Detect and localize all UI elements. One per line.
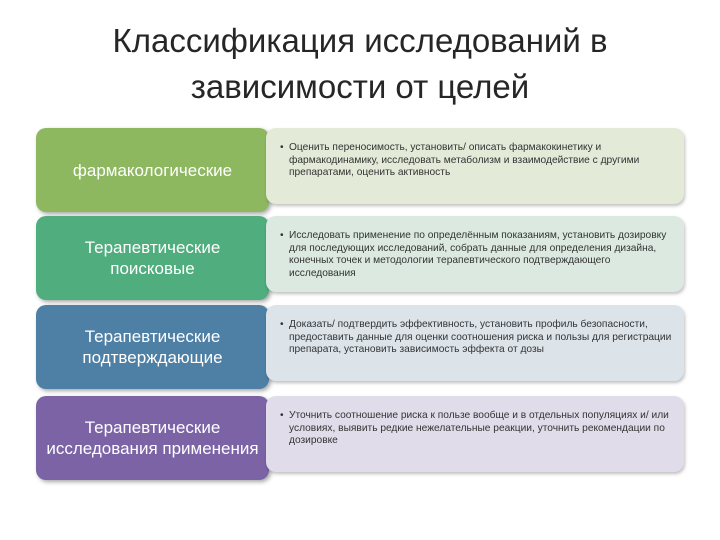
row-therapeutic-exploratory [0,216,720,300]
category-label: фармакологические [72,160,233,180]
bullet-icon: • [280,319,284,330]
description-item [280,142,674,180]
row-pharmacological [0,128,720,212]
description-item [280,319,674,357]
description-therapeutic-confirmatory [266,305,684,381]
description-pharmacological [266,128,684,204]
row-therapeutic-confirmatory [0,305,720,389]
category-pharmacological [36,128,269,212]
category-therapeutic-use [36,396,269,480]
description-text: Исследовать применение по определённым показаниям, установить дозировку для последующих исследований, собрать данные для определения дизайна, конечных точек и методологии терапевтического подтверждающего исследования [289,230,667,279]
description-item [280,410,674,448]
category-label: Терапевтические поисковые [84,238,221,278]
category-therapeutic-exploratory [36,216,269,300]
category-therapeutic-confirmatory [36,305,269,389]
description-text: Доказать/ подтвердить эффективность, установить профиль безопасности, предоставить данные для оценки соотношения риска и пользы для регистрации препарата, установить зависимость эффекта от дозы [289,319,672,356]
row-therapeutic-use [0,396,720,480]
description-therapeutic-use [266,396,684,472]
description-text: Уточнить соотношение риска к пользе вообще и в отдельных популяциях и/ или условиях, выявить редкие нежелательные реакции, уточнить рекомендации по дозировке [289,410,669,447]
description-text: Оценить переносимость, установить/ описать фармакокинетику и фармакодинамику, исследовать метаболизм и взаимодействие с другими препаратами, оценить активность [289,142,640,179]
bullet-icon: • [280,230,284,241]
bullet-icon: • [280,142,284,153]
slide-title: Классификация исследований в зависимости от целей [112,22,608,105]
description-item [280,230,674,280]
category-label: Терапевтические подтверждающие [82,327,223,367]
description-therapeutic-exploratory [266,216,684,292]
category-label: Терапевтические исследования применения [46,418,259,458]
bullet-icon: • [280,410,284,421]
